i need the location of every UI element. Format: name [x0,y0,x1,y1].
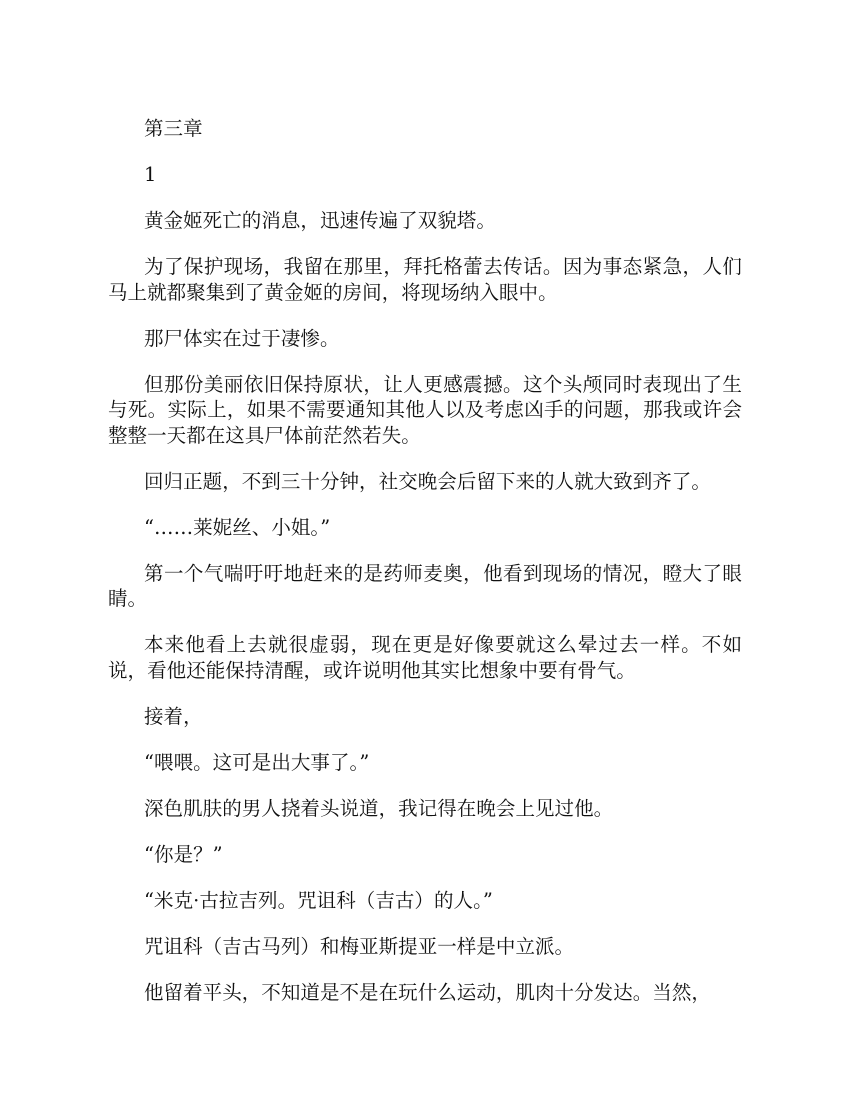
paragraph: 他留着平头，不知道是不是在玩什么运动，肌肉十分发达。当然， [144,980,711,1004]
paragraph: 黄金姬死亡的消息，迅速传遍了双貌塔。 [144,209,496,232]
dialogue-paragraph: “……莱妮丝、小姐。” [144,515,331,539]
paragraph: 但那份美丽依旧保持原状，让人更感震撼。这个头颅同时表现出了生与死。实际上，如果不需要通知其他人以及考虑凶手的问题，那我或许会整整一天都在这具尸体前茫然若失。 [108,372,742,447]
dialogue-paragraph: “米克·古拉吉列。咒诅科（吉古）的人。” [144,888,493,912]
paragraph: 接着， [144,704,203,728]
paragraph: 为了保护现场，我留在那里，拜托格蕾去传话。因为事态紧急，人们马上就都聚集到了黄金姬的房间，将现场纳入眼中。 [108,255,742,304]
chapter-heading: 第三章 [144,117,203,140]
dialogue-paragraph: “你是？” [144,842,223,866]
paragraph: 咒诅科（吉古马列）和梅亚斯提亚一样是中立派。 [144,934,575,958]
section-number: 1 [144,163,157,186]
paragraph: 本来他看上去就很虚弱，现在更是好像要就这么晕过去一样。不如说，看他还能保持清醒，或许说明他其实比想象中要有骨气。 [108,633,742,682]
paragraph: 回归正题，不到三十分钟，社交晚会后留下来的人就大致到齐了。 [144,469,711,493]
paragraph: 第一个气喘吁吁地赶来的是药师麦奥，他看到现场的情况，瞪大了眼睛。 [108,561,742,610]
dialogue-paragraph: “喂喂。这可是出大事了。” [144,750,370,774]
paragraph: 深色肌肤的男人挠着头说道，我记得在晚会上见过他。 [144,796,614,820]
paragraph: 那尸体实在过于凄惨。 [144,326,340,350]
